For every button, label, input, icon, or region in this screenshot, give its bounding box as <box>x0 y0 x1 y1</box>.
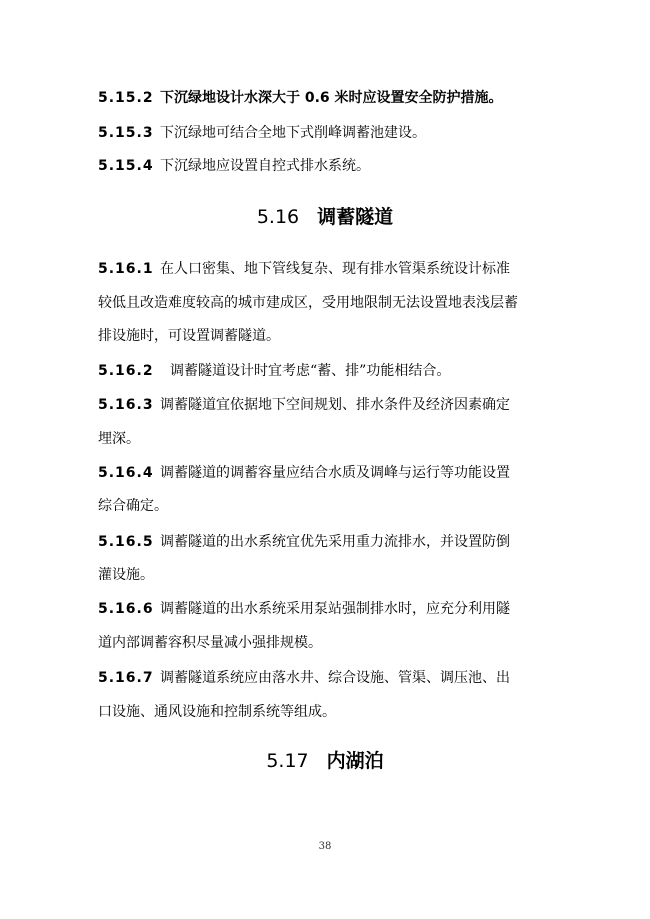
clause-text: 下沉绿地设计水深大于 0.6 米时应设置安全防护措施。 <box>160 90 503 106</box>
clause-5-16-2 <box>98 361 450 381</box>
clause-number: 5.16.7 <box>98 670 154 686</box>
clause-number: 5.15.2 <box>98 90 154 106</box>
clause-text: 调蓄隧道的调蓄容量应结合水质及调峰与运行等功能设置 <box>160 465 510 481</box>
clause-number: 5.16.4 <box>98 465 154 481</box>
clause-continuation <box>98 565 154 585</box>
clause-continuation <box>98 633 322 653</box>
clause-text: 口设施、通风设施和控制系统等组成。 <box>98 704 336 720</box>
clause-continuation <box>98 702 336 722</box>
clause-continuation <box>98 496 168 516</box>
clause-number: 5.16.5 <box>98 534 154 550</box>
clause-text: 灌设施。 <box>98 567 154 583</box>
clause-5-16-5 <box>98 532 510 552</box>
clause-text: 较低且改造难度较高的城市建成区，受用地限制无法设置地表浅层蓄 <box>98 295 518 311</box>
clause-5-15-4 <box>98 156 370 176</box>
clause-number: 5.16.2 <box>98 363 154 379</box>
section-title: 内湖泊 <box>326 750 384 772</box>
clause-text: 综合确定。 <box>98 498 168 514</box>
clause-text: 下沉绿地可结合全地下式削峰调蓄池建设。 <box>160 125 426 141</box>
page-number: 38 <box>318 841 332 852</box>
clause-5-16-3 <box>98 395 510 415</box>
clause-number: 5.15.4 <box>98 158 154 174</box>
section-heading-5-17 <box>0 748 650 774</box>
clause-number: 5.16.1 <box>98 261 154 277</box>
clause-5-15-2 <box>98 88 503 108</box>
section-number: 5.16 <box>256 206 300 228</box>
clause-continuation <box>98 293 518 313</box>
clause-continuation <box>98 429 140 449</box>
clause-5-15-3 <box>98 123 426 143</box>
clause-text: 调蓄隧道的出水系统采用泵站强制排水时，应充分利用隧 <box>160 601 510 617</box>
clause-text: 下沉绿地应设置自控式排水系统。 <box>160 158 370 174</box>
clause-continuation <box>98 326 280 346</box>
clause-5-16-6 <box>98 599 510 619</box>
section-title: 调蓄隧道 <box>317 206 394 228</box>
clause-text: 调蓄隧道系统应由落水井、综合设施、管渠、调压池、出 <box>160 670 510 686</box>
clause-text: 调蓄隧道的出水系统宜优先采用重力流排水，并设置防倒 <box>160 534 510 550</box>
clause-5-16-7 <box>98 668 510 688</box>
clause-text: 调蓄隧道宜依据地下空间规划、排水条件及经济因素确定 <box>160 397 510 413</box>
section-heading-5-16 <box>0 204 650 230</box>
clause-5-16-4 <box>98 463 510 483</box>
section-number: 5.17 <box>266 750 309 772</box>
clause-5-16-1 <box>98 259 510 279</box>
clause-number: 5.16.3 <box>98 397 154 413</box>
clause-text: 在人口密集、地下管线复杂、现有排水管渠系统设计标准 <box>160 261 510 277</box>
clause-number: 5.16.6 <box>98 601 154 617</box>
clause-text: 排设施时，可设置调蓄隧道。 <box>98 328 280 344</box>
clause-text: 道内部调蓄容积尽量减小强排规模。 <box>98 635 322 651</box>
clause-text: 调蓄隧道设计时宜考虑“蓄、排”功能相结合。 <box>170 363 451 379</box>
clause-text: 埋深。 <box>98 431 140 447</box>
clause-number: 5.15.3 <box>98 125 154 141</box>
